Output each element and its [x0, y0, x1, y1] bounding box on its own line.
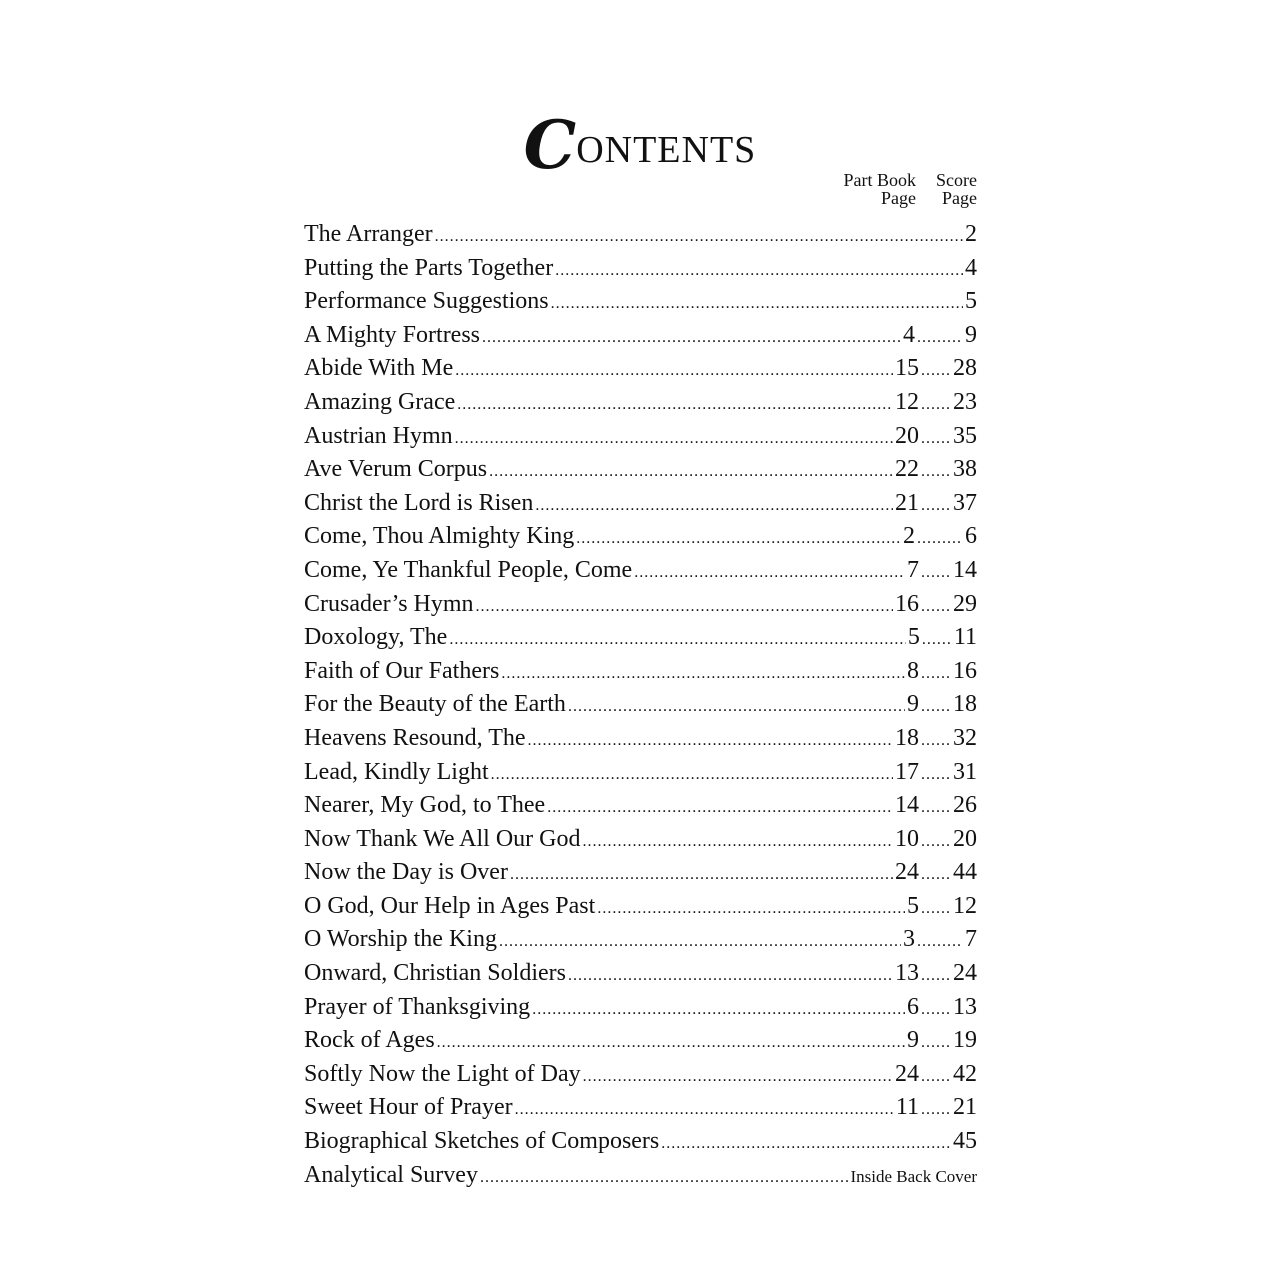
title-initial: C [523, 106, 577, 184]
toc-entry-score-page: 14 [953, 556, 977, 583]
dot-leader [921, 1026, 951, 1058]
toc-entry-score-page: 28 [953, 355, 977, 382]
toc-entry-score-page: 26 [953, 792, 977, 819]
dot-leader [921, 388, 951, 420]
dot-leader [921, 791, 951, 823]
toc-entry-score-page: 11 [953, 624, 977, 651]
dot-leader [510, 858, 893, 890]
toc-entry [304, 655, 977, 689]
toc-entry-score-page: 37 [953, 489, 977, 516]
toc-entry-part-page: 7 [907, 556, 919, 583]
dot-leader [921, 858, 951, 890]
dot-leader [921, 489, 951, 521]
toc-entry-score-page: 4 [965, 254, 977, 281]
toc-entry-title: Amazing Grace [304, 388, 456, 415]
toc-entry-score-page: Inside Back Cover [850, 1166, 977, 1186]
column-header-score [936, 171, 977, 207]
toc-entry [304, 923, 977, 957]
dot-leader [499, 925, 901, 957]
column-header-part-book-line2: Page [881, 188, 916, 208]
dot-leader [480, 1161, 849, 1193]
toc-entry [304, 688, 977, 722]
toc-entry-title: Heavens Resound, The [304, 724, 526, 751]
toc-entry-title: Crusader’s Hymn [304, 590, 474, 617]
column-header-score-line1: Score [936, 170, 977, 190]
dot-leader [568, 690, 905, 722]
toc-entry [304, 621, 977, 655]
toc-entry [304, 722, 977, 756]
toc-entry-score-page: 7 [965, 926, 977, 953]
dot-leader [917, 321, 963, 353]
toc-entry-part-page: 24 [895, 859, 919, 886]
dot-leader [917, 925, 963, 957]
toc-entry-score-page: 19 [953, 1027, 977, 1054]
dot-leader [921, 892, 951, 924]
toc-entry-score-page: 38 [953, 456, 977, 483]
toc-entry-score-page: 21 [953, 1094, 977, 1121]
toc-entry-score-page: 13 [953, 993, 977, 1020]
toc-entry-title: The Arranger [304, 221, 433, 247]
toc-entry-title: Rock of Ages [304, 1027, 435, 1054]
dot-leader [455, 422, 893, 454]
toc-entry [304, 856, 977, 890]
dot-leader [515, 1093, 894, 1125]
toc-entry-part-page: 16 [895, 590, 919, 617]
toc-entry-title: Prayer of Thanksgiving [304, 993, 531, 1020]
dot-leader [535, 489, 893, 521]
toc-entry [304, 352, 977, 386]
toc-entry-part-page: 5 [907, 624, 920, 651]
toc-entry-score-page: 9 [965, 321, 977, 348]
toc-entry-part-page: 9 [907, 691, 919, 718]
dot-leader [489, 455, 893, 487]
dot-leader [921, 825, 951, 857]
toc-entry-title: Abide With Me [304, 355, 454, 382]
toc-entry-score-page: 12 [953, 892, 977, 919]
toc-entry-title: Now Thank We All Our God [304, 825, 581, 852]
toc-entry-title: Putting the Parts Together [304, 254, 554, 281]
toc-entry-part-page: 5 [907, 892, 919, 919]
toc-entry-part-page: 22 [895, 456, 919, 483]
toc-entry-title: Ave Verum Corpus [304, 456, 488, 483]
toc-entry [304, 957, 977, 991]
toc-entry-title: Nearer, My God, to Thee [304, 792, 546, 819]
toc-entry [304, 588, 977, 622]
dot-leader [482, 321, 901, 353]
toc-entry-title: Lead, Kindly Light [304, 758, 489, 785]
toc-entry-score-page: 5 [965, 288, 977, 315]
dot-leader [921, 758, 951, 790]
dot-leader [449, 623, 906, 655]
toc-entry-score-page: 23 [953, 388, 977, 415]
toc-entry [304, 756, 977, 790]
toc-entry-title: Analytical Survey [304, 1161, 478, 1188]
dot-leader [583, 825, 894, 857]
toc-entry-score-page: 42 [953, 1060, 977, 1087]
toc-entry-score-page: 31 [953, 758, 977, 785]
contents-list [304, 218, 977, 1192]
toc-entry-part-page: 9 [907, 1027, 919, 1054]
toc-entry-title: Performance Suggestions [304, 288, 549, 315]
toc-entry-score-page: 20 [953, 825, 977, 852]
toc-entry-score-page: 18 [953, 691, 977, 718]
toc-entry-part-page: 14 [895, 792, 919, 819]
toc-entry-title: O God, Our Help in Ages Past [304, 892, 596, 919]
title-rest: ONTENTS [576, 129, 757, 171]
dot-leader [547, 791, 893, 823]
toc-entry-score-page: 44 [953, 859, 977, 886]
column-header-score-line2: Page [942, 188, 977, 208]
toc-entry-part-page: 18 [895, 724, 919, 751]
toc-entry [304, 1091, 977, 1125]
toc-entry-score-page: 24 [953, 960, 977, 987]
toc-entry-title: Biographical Sketches of Composers [304, 1128, 660, 1155]
dot-leader [555, 254, 963, 286]
toc-entry [304, 823, 977, 857]
toc-entry-title: For the Beauty of the Earth [304, 691, 566, 718]
dot-leader [457, 388, 893, 420]
dot-leader [922, 623, 952, 655]
toc-entry [304, 1058, 977, 1092]
toc-entry-title: A Mighty Fortress [304, 321, 481, 348]
toc-entry-title: Come, Ye Thankful People, Come [304, 556, 633, 583]
toc-entry-title: Come, Thou Almighty King [304, 523, 575, 550]
toc-entry-part-page: 12 [895, 388, 919, 415]
dot-leader [437, 1026, 905, 1058]
toc-entry [304, 252, 977, 286]
column-header-part-book-line1: Part Book [843, 170, 916, 190]
dot-leader [634, 556, 905, 588]
column-header-part-book [843, 171, 916, 207]
toc-entry [304, 218, 977, 252]
toc-entry-part-page: 3 [903, 926, 915, 953]
toc-entry [304, 453, 977, 487]
dot-leader [435, 220, 963, 252]
dot-leader [501, 657, 905, 689]
toc-entry [304, 991, 977, 1025]
toc-entry-part-page: 21 [895, 489, 919, 516]
toc-entry [304, 1159, 977, 1193]
toc-entry-part-page: 10 [895, 825, 919, 852]
toc-entry-title: Softly Now the Light of Day [304, 1060, 581, 1087]
dot-leader [597, 892, 905, 924]
dot-leader [921, 422, 951, 454]
toc-entry-part-page: 11 [895, 1094, 919, 1121]
toc-entry-part-page: 17 [895, 758, 919, 785]
toc-entry-score-page: 35 [953, 422, 977, 449]
toc-entry-score-page: 2 [965, 221, 977, 247]
dot-leader [917, 522, 963, 554]
toc-entry-title: Now the Day is Over [304, 859, 508, 886]
toc-entry-part-page: 13 [895, 960, 919, 987]
dot-leader [921, 724, 951, 756]
dot-leader [921, 354, 951, 386]
toc-entry-title: Doxology, The [304, 624, 448, 651]
dot-leader [921, 1093, 951, 1125]
toc-entry [304, 285, 977, 319]
dot-leader [455, 354, 893, 386]
toc-entry-part-page: 24 [895, 1060, 919, 1087]
dot-leader [551, 287, 963, 319]
toc-entry [304, 1024, 977, 1058]
dot-leader [576, 522, 901, 554]
toc-entry-score-page: 45 [953, 1128, 977, 1155]
toc-entry [304, 319, 977, 353]
dot-leader [921, 959, 951, 991]
toc-entry-score-page: 29 [953, 590, 977, 617]
toc-entry-score-page: 6 [965, 523, 977, 550]
toc-entry-title: Sweet Hour of Prayer [304, 1094, 513, 1121]
toc-entry-title: Onward, Christian Soldiers [304, 960, 566, 987]
toc-entry-part-page: 4 [903, 321, 915, 348]
dot-leader [921, 1060, 951, 1092]
toc-entry [304, 890, 977, 924]
dot-leader [661, 1127, 951, 1159]
dot-leader [921, 590, 951, 622]
toc-entry-part-page: 20 [895, 422, 919, 449]
toc-entry-title: O Worship the King [304, 926, 497, 953]
toc-entry [304, 520, 977, 554]
toc-entry-part-page: 8 [907, 657, 919, 684]
toc-entry [304, 554, 977, 588]
dot-leader [921, 455, 951, 487]
dot-leader [528, 724, 893, 756]
toc-entry [304, 487, 977, 521]
toc-entry-part-page: 2 [903, 523, 915, 550]
toc-entry [304, 420, 977, 454]
dot-leader [921, 556, 951, 588]
dot-leader [583, 1060, 893, 1092]
dot-leader [568, 959, 893, 991]
dot-leader [921, 657, 951, 689]
toc-entry-score-page: 32 [953, 724, 977, 751]
toc-entry-title: Austrian Hymn [304, 422, 453, 449]
dot-leader [921, 690, 951, 722]
dot-leader [476, 590, 893, 622]
toc-entry [304, 1125, 977, 1159]
toc-entry [304, 789, 977, 823]
toc-entry [304, 386, 977, 420]
dot-leader [491, 758, 893, 790]
toc-entry-part-page: 15 [895, 355, 919, 382]
toc-entry-title: Christ the Lord is Risen [304, 489, 534, 516]
dot-leader [921, 993, 951, 1025]
toc-entry-score-page: 16 [953, 657, 977, 684]
toc-entry-part-page: 6 [907, 993, 919, 1020]
toc-entry-title: Faith of Our Fathers [304, 657, 500, 684]
dot-leader [532, 993, 905, 1025]
